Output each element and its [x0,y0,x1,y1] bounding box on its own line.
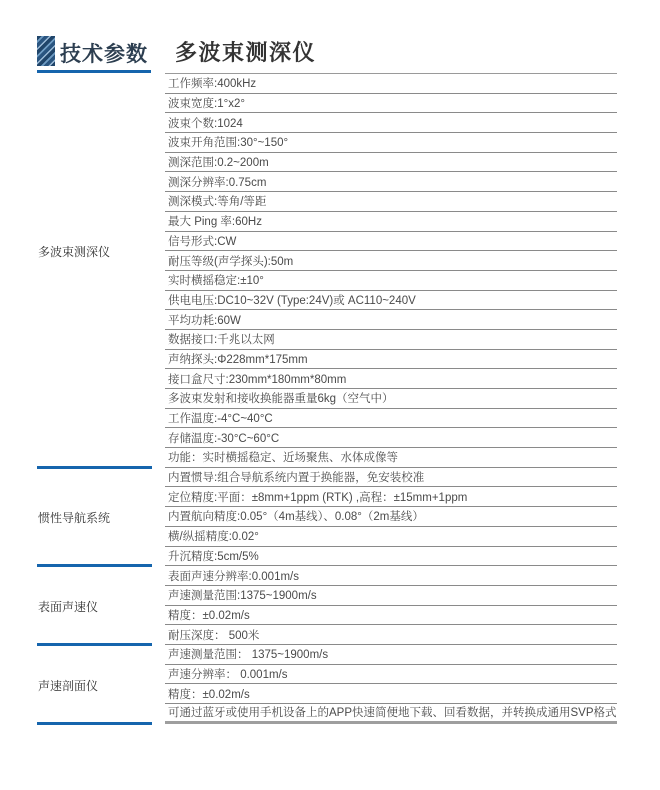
section-divider-line [37,564,152,567]
section-divider-line [37,643,152,646]
spec-row: 内置航向精度:0.05°（4m基线）、0.08°（2m基线） [165,507,617,527]
spec-row: 波束宽度:1°x2° [165,94,617,114]
spec-row: 精度：±0.02m/s [165,606,617,626]
spec-row: 耐压深度： 500米 [165,625,617,645]
spec-table [165,73,617,724]
spec-row: 供电电压:DC10~32V (Type:24V)或 AC110~240V [165,291,617,311]
category-label: 多波束测深仪 [38,245,111,259]
section-heading: 技术参数 [60,43,148,66]
spec-row: 波束个数:1024 [165,113,617,133]
spec-row: 数据接口:千兆以太网 [165,330,617,350]
spec-row: 表面声速分辨率:0.001m/s [165,566,617,586]
spec-row: 波束开角范围:30°~150° [165,133,617,153]
spec-row: 测深范围:0.2~200m [165,153,617,173]
spec-row: 可通过蓝牙或使用手机设备上的APP快速简便地下载、回看数据，并转换成通用SVP格式 [165,704,617,724]
spec-row: 声纳探头:Φ228mm*175mm [165,350,617,370]
spec-row: 精度：±0.02m/s [165,684,617,704]
spec-row: 测深分辨率:0.75cm [165,172,617,192]
spec-row: 工作温度:-4°C~40°C [165,409,617,429]
category-label: 表面声速仪 [38,599,99,614]
spec-row: 声速测量范围:1375~1900m/s [165,586,617,606]
spec-row: 平均功耗:60W [165,310,617,330]
tech-params-stripes-icon [37,36,55,66]
section-divider-line [37,466,152,469]
spec-row: 实时横摇稳定:±10° [165,271,617,291]
spec-row: 定位精度:平面：±8mm+1ppm (RTK) ,高程：±15mm+1ppm [165,487,617,507]
spec-row: 存储温度:-30°C~60°C [165,428,617,448]
spec-row: 声速分辨率： 0.001m/s [165,665,617,685]
spec-row: 多波束发射和接收换能器重量6kg（空气中） [165,389,617,409]
spec-row: 横/纵摇精度:0.02° [165,527,617,547]
spec-row: 内置惯导:组合导航系统内置于换能器，免安装校准 [165,468,617,488]
category-label: 惯性导航系统 [38,511,111,526]
category-label: 声速剖面仪 [38,678,99,693]
section-heading-underline [37,70,151,73]
spec-row: 信号形式:CW [165,232,617,252]
spec-row: 升沉精度:5cm/5% [165,547,617,567]
spec-row: 声速测量范围： 1375~1900m/s [165,645,617,665]
spec-row: 功能：实时横摇稳定、近场聚焦、水体成像等 [165,448,617,468]
spec-row: 耐压等级(声学探头):50m [165,251,617,271]
section-divider-line [37,722,152,725]
spec-row: 测深模式:等角/等距 [165,192,617,212]
spec-row: 接口盒尺寸:230mm*180mm*80mm [165,369,617,389]
spec-row: 工作频率:400kHz [165,74,617,94]
page-title: 多波束测深仪 [175,40,317,65]
spec-row: 最大 Ping 率:60Hz [165,212,617,232]
